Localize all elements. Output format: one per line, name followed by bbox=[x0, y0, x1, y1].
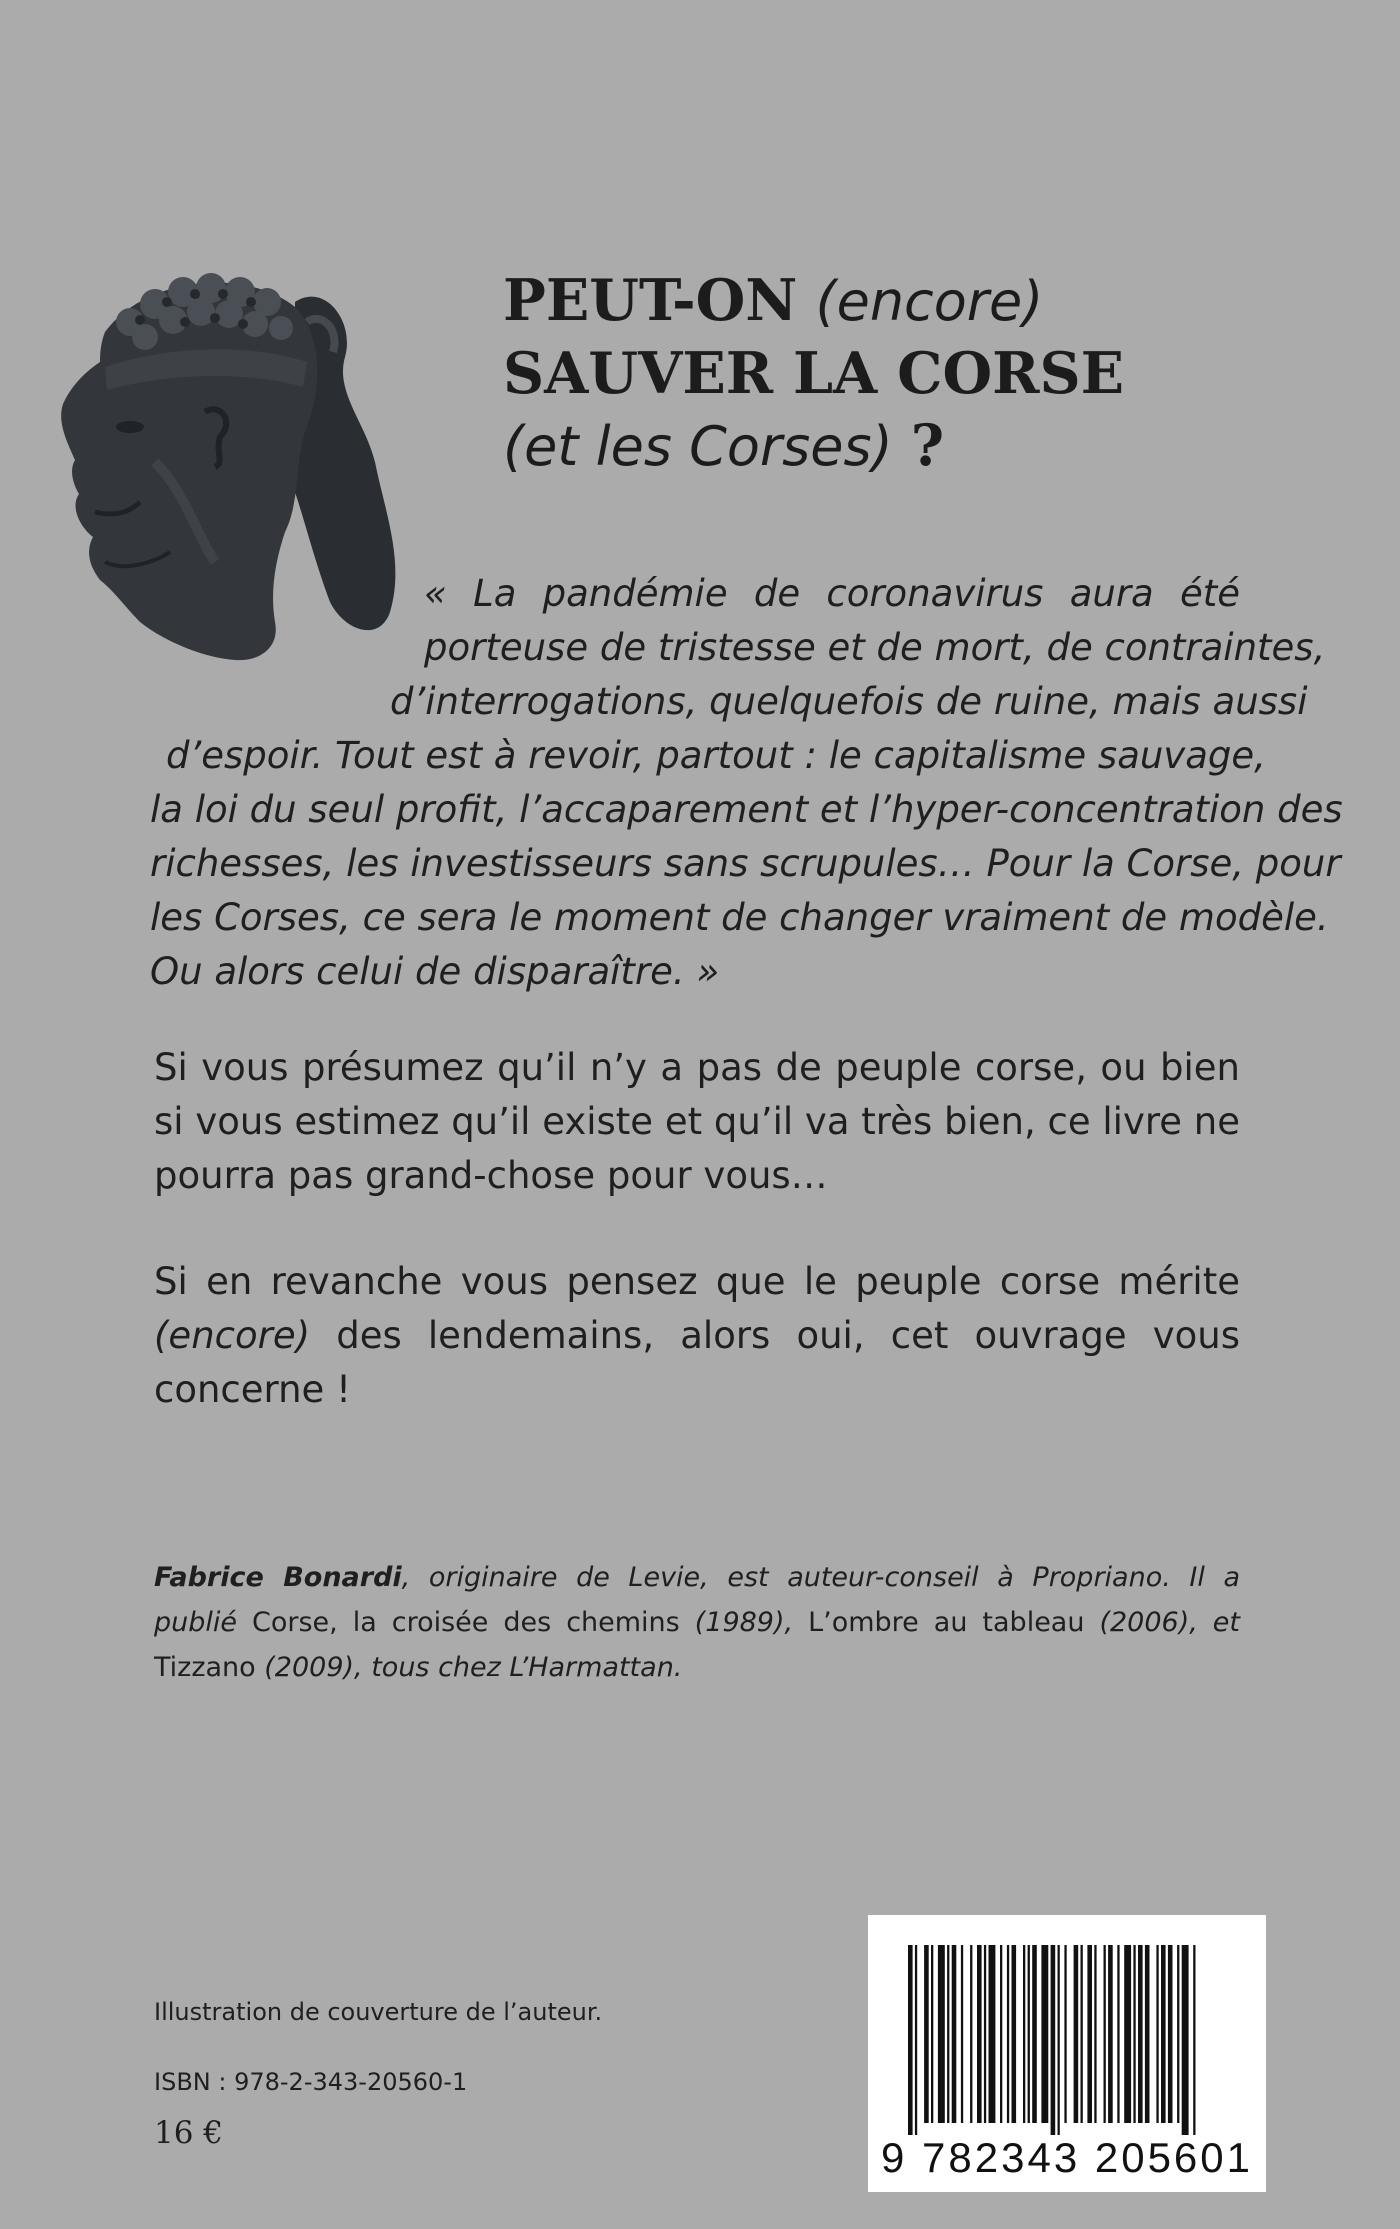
barcode-bar bbox=[1182, 1945, 1189, 2135]
bio-line bbox=[154, 1645, 1240, 1690]
author-bio bbox=[154, 1555, 1240, 1690]
barcode-bar bbox=[989, 1945, 996, 2123]
barcode-bar bbox=[961, 1945, 963, 2123]
barcode-bar bbox=[1193, 1945, 1195, 2135]
barcode-bar bbox=[1000, 1945, 1002, 2123]
barcode-bar bbox=[908, 1945, 913, 2135]
paragraph-line: pourra pas grand-chose pour vous… bbox=[154, 1154, 828, 1197]
barcode-bar bbox=[1023, 1945, 1025, 2123]
title-line2: SAUVER LA CORSE bbox=[503, 340, 1125, 407]
barcode-bar bbox=[924, 1945, 929, 2123]
blurb-paragraph-2 bbox=[154, 1255, 1240, 1417]
barcode-bar bbox=[1161, 1945, 1166, 2123]
barcode-bar bbox=[1041, 1945, 1048, 2123]
barcode-bar bbox=[1094, 1945, 1096, 2123]
paragraph-line: concerne ! bbox=[154, 1368, 351, 1411]
book-title bbox=[503, 265, 1363, 483]
barcode-bar bbox=[1007, 1945, 1009, 2123]
paragraph-line: Si en revanche vous pensez que le peuple corse mérite bbox=[154, 1260, 1240, 1303]
illustration-credit: Illustration de couverture de l’auteur. bbox=[154, 1998, 603, 2026]
barcode-bar bbox=[1028, 1945, 1030, 2123]
price: 16 € bbox=[154, 2115, 224, 2151]
title-line3-italic: (et les Corses) bbox=[503, 415, 893, 478]
quote-line: porteuse de tristesse et de mort, de contraintes, bbox=[424, 626, 1326, 669]
barcode-bar bbox=[1177, 1945, 1179, 2123]
barcode-bar bbox=[1074, 1945, 1079, 2123]
quote-line: la loi du seul profit, l’accaparement et l’hyper-concentration des bbox=[150, 788, 1343, 831]
barcode-bar bbox=[952, 1945, 957, 2123]
encore-italic: (encore) bbox=[154, 1314, 311, 1357]
barcode-bar bbox=[984, 1945, 986, 2123]
barcode-digits: 9 782343 205601 bbox=[881, 2134, 1253, 2181]
barcode-bar bbox=[1081, 1945, 1083, 2123]
barcode-bar bbox=[931, 1945, 933, 2123]
barcode-bar bbox=[1156, 1945, 1158, 2123]
barcode-bar bbox=[947, 1945, 949, 2123]
bio-text: (1989) bbox=[679, 1607, 785, 1638]
quote-line: Ou alors celui de disparaître. » bbox=[150, 950, 720, 993]
barcode-bar bbox=[1108, 1945, 1113, 2123]
title-line1-bold: PEUT-ON bbox=[503, 267, 798, 334]
paragraph-line: si vous estimez qu’il existe et qu’il va très bien, ce livre ne bbox=[154, 1100, 1240, 1143]
barcode-graphic bbox=[868, 1915, 1266, 2192]
barcode-bar bbox=[1117, 1945, 1119, 2123]
barcode-bar bbox=[1064, 1945, 1066, 2123]
blurb-paragraph-1 bbox=[154, 1041, 1240, 1203]
isbn: ISBN : 978-2-343-20560-1 bbox=[154, 2068, 468, 2096]
paragraph-line: Si vous présumez qu’il n’y a pas de peuple corse, ou bien bbox=[154, 1046, 1240, 1089]
bio-text: (2006), et bbox=[1084, 1607, 1240, 1638]
title-question-mark: ? bbox=[910, 412, 945, 479]
bio-text: (2009), tous chez L’Harmattan. bbox=[255, 1652, 683, 1683]
barcode bbox=[868, 1915, 1266, 2192]
author-name: Fabrice Bonardi bbox=[154, 1562, 402, 1593]
bio-text: , bbox=[784, 1607, 809, 1638]
barcode-bar bbox=[1124, 1945, 1131, 2123]
barcode-bar bbox=[1138, 1945, 1143, 2123]
quote-line: d’interrogations, quelquefois de ruine, mais aussi bbox=[390, 680, 1308, 723]
barcode-bar bbox=[1012, 1945, 1017, 2123]
quote-line: « La pandémie de coronavirus aura été bbox=[424, 572, 1240, 615]
title-line1-italic: (encore) bbox=[815, 270, 1044, 333]
barcode-bar bbox=[970, 1945, 972, 2123]
quote-line: d’espoir. Tout est à revoir, partout : le capitalisme sauvage, bbox=[166, 734, 1266, 777]
barcode-bar bbox=[938, 1945, 945, 2123]
quote-line: richesses, les investisseurs sans scrupules… Pour la Corse, pour bbox=[150, 842, 1341, 885]
barcode-bar bbox=[1168, 1945, 1173, 2123]
bio-line bbox=[154, 1555, 1240, 1600]
bio-text: , originaire de Levie, est auteur-conseil à Propriano. Il a bbox=[401, 1562, 1241, 1593]
barcode-bar bbox=[1032, 1945, 1037, 2123]
quote-line: les Corses, ce sera le moment de changer vraiment de modèle. bbox=[150, 896, 1329, 939]
bio-line bbox=[154, 1600, 1240, 1645]
barcode-bar bbox=[1104, 1945, 1106, 2123]
paragraph-line-rest: des lendemains, alors oui, cet ouvrage vous bbox=[336, 1314, 1241, 1357]
paragraph-line bbox=[154, 1309, 1240, 1363]
barcode-bar bbox=[1051, 1945, 1056, 2135]
barcode-bars bbox=[908, 1945, 1196, 2135]
blurb-quote bbox=[150, 567, 1343, 999]
book-title-2: L’ombre au tableau bbox=[808, 1607, 1085, 1638]
barcode-bar bbox=[1058, 1945, 1060, 2135]
barcode-bar bbox=[1145, 1945, 1150, 2123]
barcode-bar bbox=[1133, 1945, 1135, 2123]
barcode-bar bbox=[977, 1945, 982, 2123]
bio-text: publié bbox=[154, 1607, 252, 1638]
barcode-bar bbox=[915, 1945, 917, 2135]
book-title-1: Corse, la croisée des chemins bbox=[252, 1607, 680, 1638]
book-title-3: Tizzano bbox=[154, 1652, 256, 1683]
barcode-bar bbox=[1087, 1945, 1092, 2123]
